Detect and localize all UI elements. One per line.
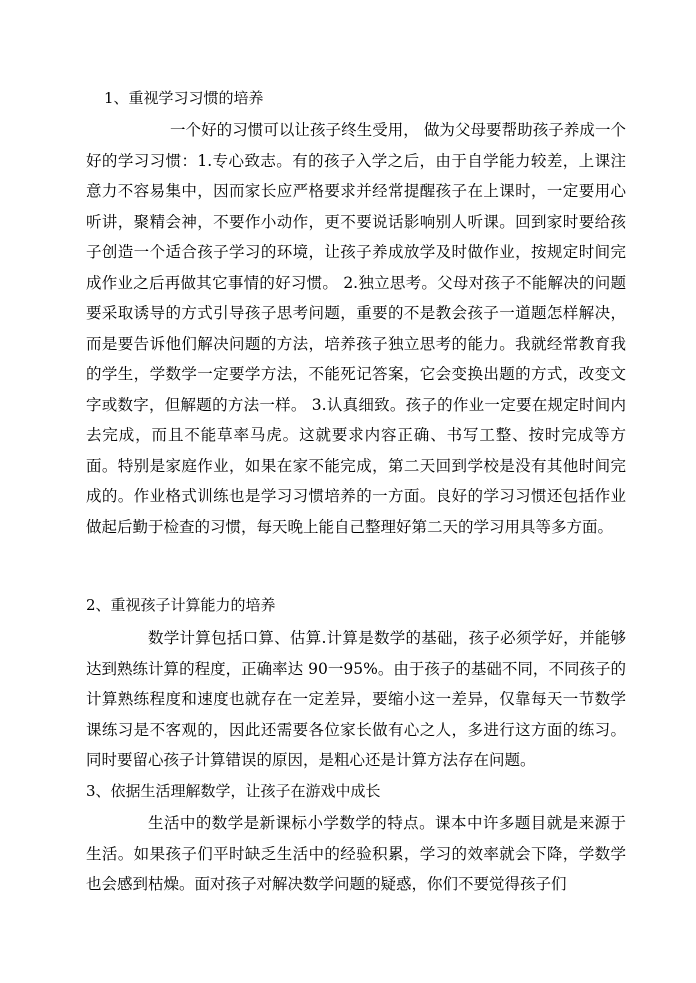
section-2-body: 数学计算包括口算、估算.计算是数学的基础，孩子必须学好，并能够达到熟练计算的程度，正确率达 90一95%。由于孩子的基础不同，不同孩子的计算熟练程度和速度也就存在一定差异，要缩小这一差异，仅靠每天一节数学课练习是不客观的，因此还需要各位家长做有心之人，多进行这方面的练习。同时要留心孩子计算错误的原因，是粗心还是计算方法存在问题。: [86, 629, 626, 769]
section-2-heading: 2、重视孩子计算能力的培养: [86, 596, 276, 614]
section-1-heading: 1、重视学习习惯的培养: [104, 89, 264, 107]
section-3-heading: 3、依据生活理解数学，让孩子在游戏中成长: [86, 782, 381, 800]
section-3-body: 生活中的数学是新课标小学数学的特点。课本中许多题目就是来源于生活。如果孩子们平时缺乏生活中的经验积累，学习的效率就会下降，学数学也会感到枯燥。面对孩子对解决数学问题的疑惑，你们不要觉得孩子们: [86, 814, 626, 893]
section-1-body: 一个好的习惯可以让孩子终生受用， 做为父母要帮助孩子养成一个好的学习习惯：1.专心致志。有的孩子入学之后，由于自学能力较差，上课注意力不容易集中，因而家长应严格要求并经常提醒孩子在上课时，一定要用心听讲，聚精会神，不要作小动作，更不要说话影响别人听课。回到家时要给孩子创造一个适合孩子学习的环境，让孩子养成放学及时做作业，按规定时间完成作业之后再做其它事情的好习惯。 2.独立思考。父母对孩子不能解决的问题要采取诱导的方式引导孩子思考问题，重要的不是教会孩子一道题怎样解决，而是要告诉他们解决问题的方法，培养孩子独立思考的能力。我就经常教育我的学生，学数学一定要学方法，不能死记答案，它会变换出题的方式，改变文字或数字，但解题的方法一样。 3.认真细致。孩子的作业一定要在规定时间内去完成，而且不能草率马虎。这就要求内容正确、书写工整、按时完成等方面。特别是家庭作业，如果在家不能完成，第二天回到学校是没有其他时间完成的。作业格式训练也是学习习惯培养的一方面。良好的学习习惯还包括作业做起后勤于检查的习惯，每天晚上能自己整理好第二天的学习用具等多方面。: [86, 121, 626, 536]
